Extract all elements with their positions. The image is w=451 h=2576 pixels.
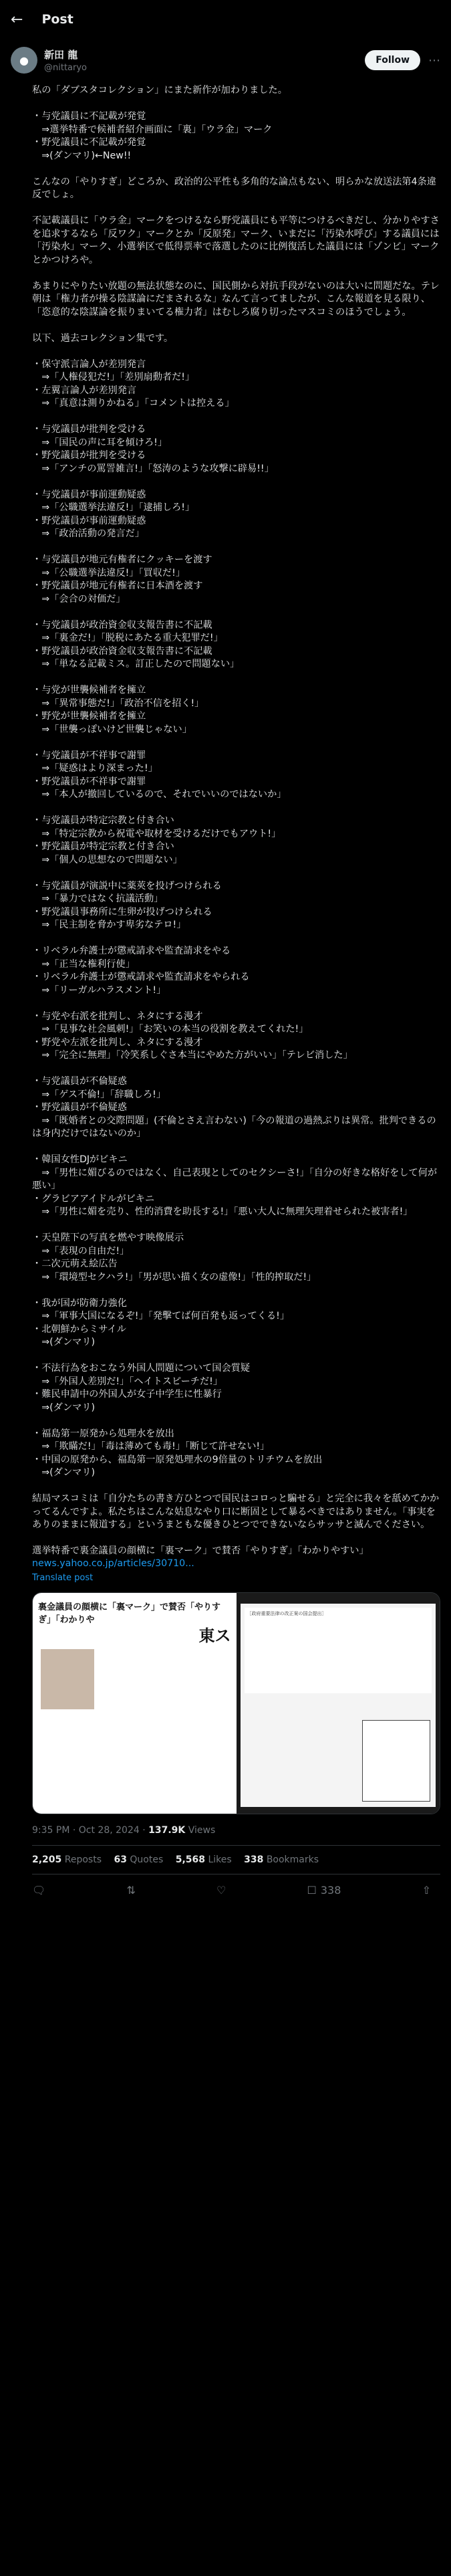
post-media[interactable] [32, 1592, 440, 1814]
media-image-left[interactable] [33, 1593, 237, 1814]
bookmark-icon: ☐ [307, 1883, 317, 1897]
follow-button[interactable]: Follow [365, 50, 420, 70]
author-names [44, 47, 365, 73]
heart-icon[interactable]: ♡ [216, 1883, 227, 1897]
action-bar [0, 1874, 451, 1897]
repost-icon[interactable]: ⇅ [126, 1883, 136, 1897]
media-left-header: 裏金議員の顔横に「裏マーク」で賛否「やりすぎ」「わかりや [38, 1602, 221, 1625]
more-icon[interactable]: ⋯ [428, 53, 440, 68]
quotes-stat[interactable] [114, 1854, 163, 1865]
arrow-left-icon[interactable]: ← [11, 11, 23, 28]
views-label: Views [188, 1824, 216, 1836]
likes-count: 5,568 [175, 1854, 205, 1865]
author-handle[interactable]: @nittaryo [44, 63, 88, 73]
author-display-name[interactable]: 新田 龍 [44, 49, 78, 61]
translate-button[interactable]: Translate post [32, 1572, 94, 1583]
post-link[interactable]: news.yahoo.co.jp/articles/30710... [32, 1558, 194, 1569]
media-left-headline: 東ス [198, 1626, 231, 1645]
media-image-right[interactable] [237, 1593, 440, 1814]
media-right-header: ［政府重要法律の改正案の国会提出］ [247, 1610, 327, 1616]
likes-label: Likes [208, 1854, 232, 1865]
post-meta [0, 1814, 451, 1836]
author-row [0, 39, 451, 79]
post-time[interactable]: 9:35 PM · Oct 28, 2024 [32, 1824, 140, 1836]
meta-separator: · [139, 1824, 149, 1836]
person-photo [41, 1649, 94, 1709]
document-image [241, 1604, 436, 1807]
reposts-stat[interactable] [32, 1854, 102, 1865]
reply-icon[interactable]: 🗨 [32, 1883, 46, 1897]
document-page [245, 1608, 432, 1693]
bookmark-count: 338 [320, 1883, 341, 1897]
likes-stat[interactable] [176, 1854, 232, 1865]
avatar[interactable]: ● [11, 47, 37, 74]
quotes-count: 63 [114, 1854, 127, 1865]
top-bar [0, 0, 451, 39]
views-count: 137.9K [148, 1824, 186, 1836]
quotes-label: Quotes [130, 1854, 164, 1865]
reposts-count: 2,205 [32, 1854, 62, 1865]
comic-panel [362, 1720, 430, 1802]
post-text: 私の「ダブスタコレクション」にまた新作が加わりました。 ・与党議員に不記載が発覚 ⇒選挙特番で候補者紹介画面に「裏」「ウラ金」マーク ・野党議員に不記載が発覚 ⇒(ダンマリ)←New!! こんなの「やりすぎ」どころか、政治的公平性も多角的な論点もない、明らかな放送法第4条違反でしょ。 不記載議員に「ウラ金」マークをつけるなら野党議員にも平等につけるべきだし、分かりやすさを追求するなら「反ワク」マークとか「反原発」マーク、いまだに「汚染水呼び」する議員には「汚染水」マーク、小選挙区で低得票率で落選したのに比例復活した議員には「ゾンビ」マークとかつけろや。 あまりにやりたい放題の無法状態なのに、国民側から対抗手段がないのは大いに問題だな。テレ朝は「権力者が操る陰謀論にだまされるな」なんて言ってましたが、こんな報道を見る限り、「恣意的な陰謀論を振りまいてる権力者」はむしろ腐り切ったマスコミのほうでしょう。 以下、過去コレクション集です。 ・保守派言論人が差別発言 ⇒「人権侵犯だ!」「差別扇動者だ!」 ・左翼言論人が差別発言 ⇒「真意は測りかねる」「コメントは控える」 ・与党議員が批判を受ける ⇒「国民の声に耳を傾けろ!」 ・野党議員が批判を受ける ⇒「アンチの罵詈雑言!」「怒涛のような攻撃に辟易!!」 ・与党議員が事前運動疑惑 ⇒「公職選挙法違反!」「逮捕しろ!」 ・野党議員が事前運動疑惑 ⇒「政治活動の発言だ」 ・与党議員が地元有権者にクッキーを渡す ⇒「公職選挙法違反!」「買収だ!」 ・野党議員が地元有権者に日本酒を渡す ⇒「会合の対価だ」 ・与党議員が政治資金収支報告書に不記載 ⇒「裏金だ!」「脱税にあたる重大犯罪だ!」 ・野党議員が政治資金収支報告書に不記載 ⇒「単なる記載ミス。訂正したので問題ない」 ・与党が世襲候補者を擁立 ⇒「異常事態だ!」「政治不信を招く!」 ・野党が世襲候補者を擁立 ⇒「世襲っぽいけど世襲じゃない」 ・与党議員が不祥事で謝罪 ⇒「疑惑はより深まった!」 ・野党議員が不祥事で謝罪 ⇒「本人が撤回しているので、それでいいのではないか」 ・与党議員が特定宗教と付き合い ⇒「特定宗教から祝電や取材を受けるだけでもアウト!」 ・野党議員が特定宗教と付き合い ⇒「個人の思想なので問題ない」 ・与党議員が演説中に薬莢を投げつけられる ⇒「暴力ではなく抗議活動」 ・野党議員事務所に生卵が投げつけられる ⇒「民主制を脅かす卑劣なテロ!」 ・リベラル弁護士が懲戒請求や監査請求をやる ⇒「正当な権利行使」 ・リベラル弁護士が懲戒請求や監査請求をやられる ⇒「リーガルハラスメント!」 ・与党や右派を批判し、ネタにする漫才 ⇒「見事な社会風刺!」「お笑いの本当の役割を教えてくれた!」 ・野党や左派を批判し、ネタにする漫才 ⇒「完全に無理」「冷笑系しぐさ本当にやめた方がいい」「テレビ消した」 ・与党議員が不倫疑惑 ⇒「ゲス不倫!」「辞職しろ!」 ・野党議員が不倫疑惑 ⇒「既婚者との交際問題」(不倫とさえ言わない)「今の報道の過熱ぶりは異常。批判できるのは身内だけではないのか」 ・韓国女性DJがビキニ ⇒「男性に媚びるのではなく、自己表現としてのセクシーさ!」「自分の好きな格好をして何が悪い」 ・グラビアアイドルがビキニ ⇒「男性に媚を売り、性的消費を助長する!」「悪い大人に無理矢理着せられた被害者!」 ・天皇陛下の写真を燃やす映像展示 ⇒「表現の自由だ!」 ・二次元萌え絵広告 ⇒「環境型セクハラ!」「男が思い描く女の虚像!」「性的搾取だ!」 ・我が国が防衛力強化 ⇒「軍事大国になるぞ!」「発擊てば何百発も返ってくる!」 ・北朝鮮からミサイル ⇒(ダンマリ) ・不法行為をおこなう外国人問題について国会質疑 ⇒「外国人差別だ!」「ヘイトスピーチだ!」 ・難民申請中の外国人が女子中学生に性暴行 ⇒(ダンマリ) ・福島第一原発から処理水を放出 ⇒「欺瞞だ!」「毒は薄めても毒!」「断じて許せない!」 ・中国の原発から、福島第一原発処理水の9倍量のトリチウムを放出 ⇒(ダンマリ) 結局マスコミは「自分たちの書き方ひとつで国民はコロっと騙せる」と完全に我々を舐めてかかってるんですよ。私たちはこんな姑息なやり口に断固として暴るべきではありません。「事実をありのままに報道する」というまともな優きひとつでできないならサッサと滅んでください。 選挙特番で裏金議員の顔横に「裏マーク」で賛否「やりすぎ」「わかりやすい」 [32, 85, 440, 1556]
bookmarks-count: 338 [244, 1854, 264, 1865]
bookmarks-label: Bookmarks [266, 1854, 319, 1865]
page-title: Post [41, 12, 73, 27]
share-icon[interactable]: ⇧ [422, 1883, 431, 1897]
bookmark-button[interactable] [307, 1884, 341, 1897]
post-stats [32, 1845, 440, 1874]
bookmarks-stat[interactable] [244, 1854, 319, 1865]
reposts-label: Reposts [64, 1854, 102, 1865]
